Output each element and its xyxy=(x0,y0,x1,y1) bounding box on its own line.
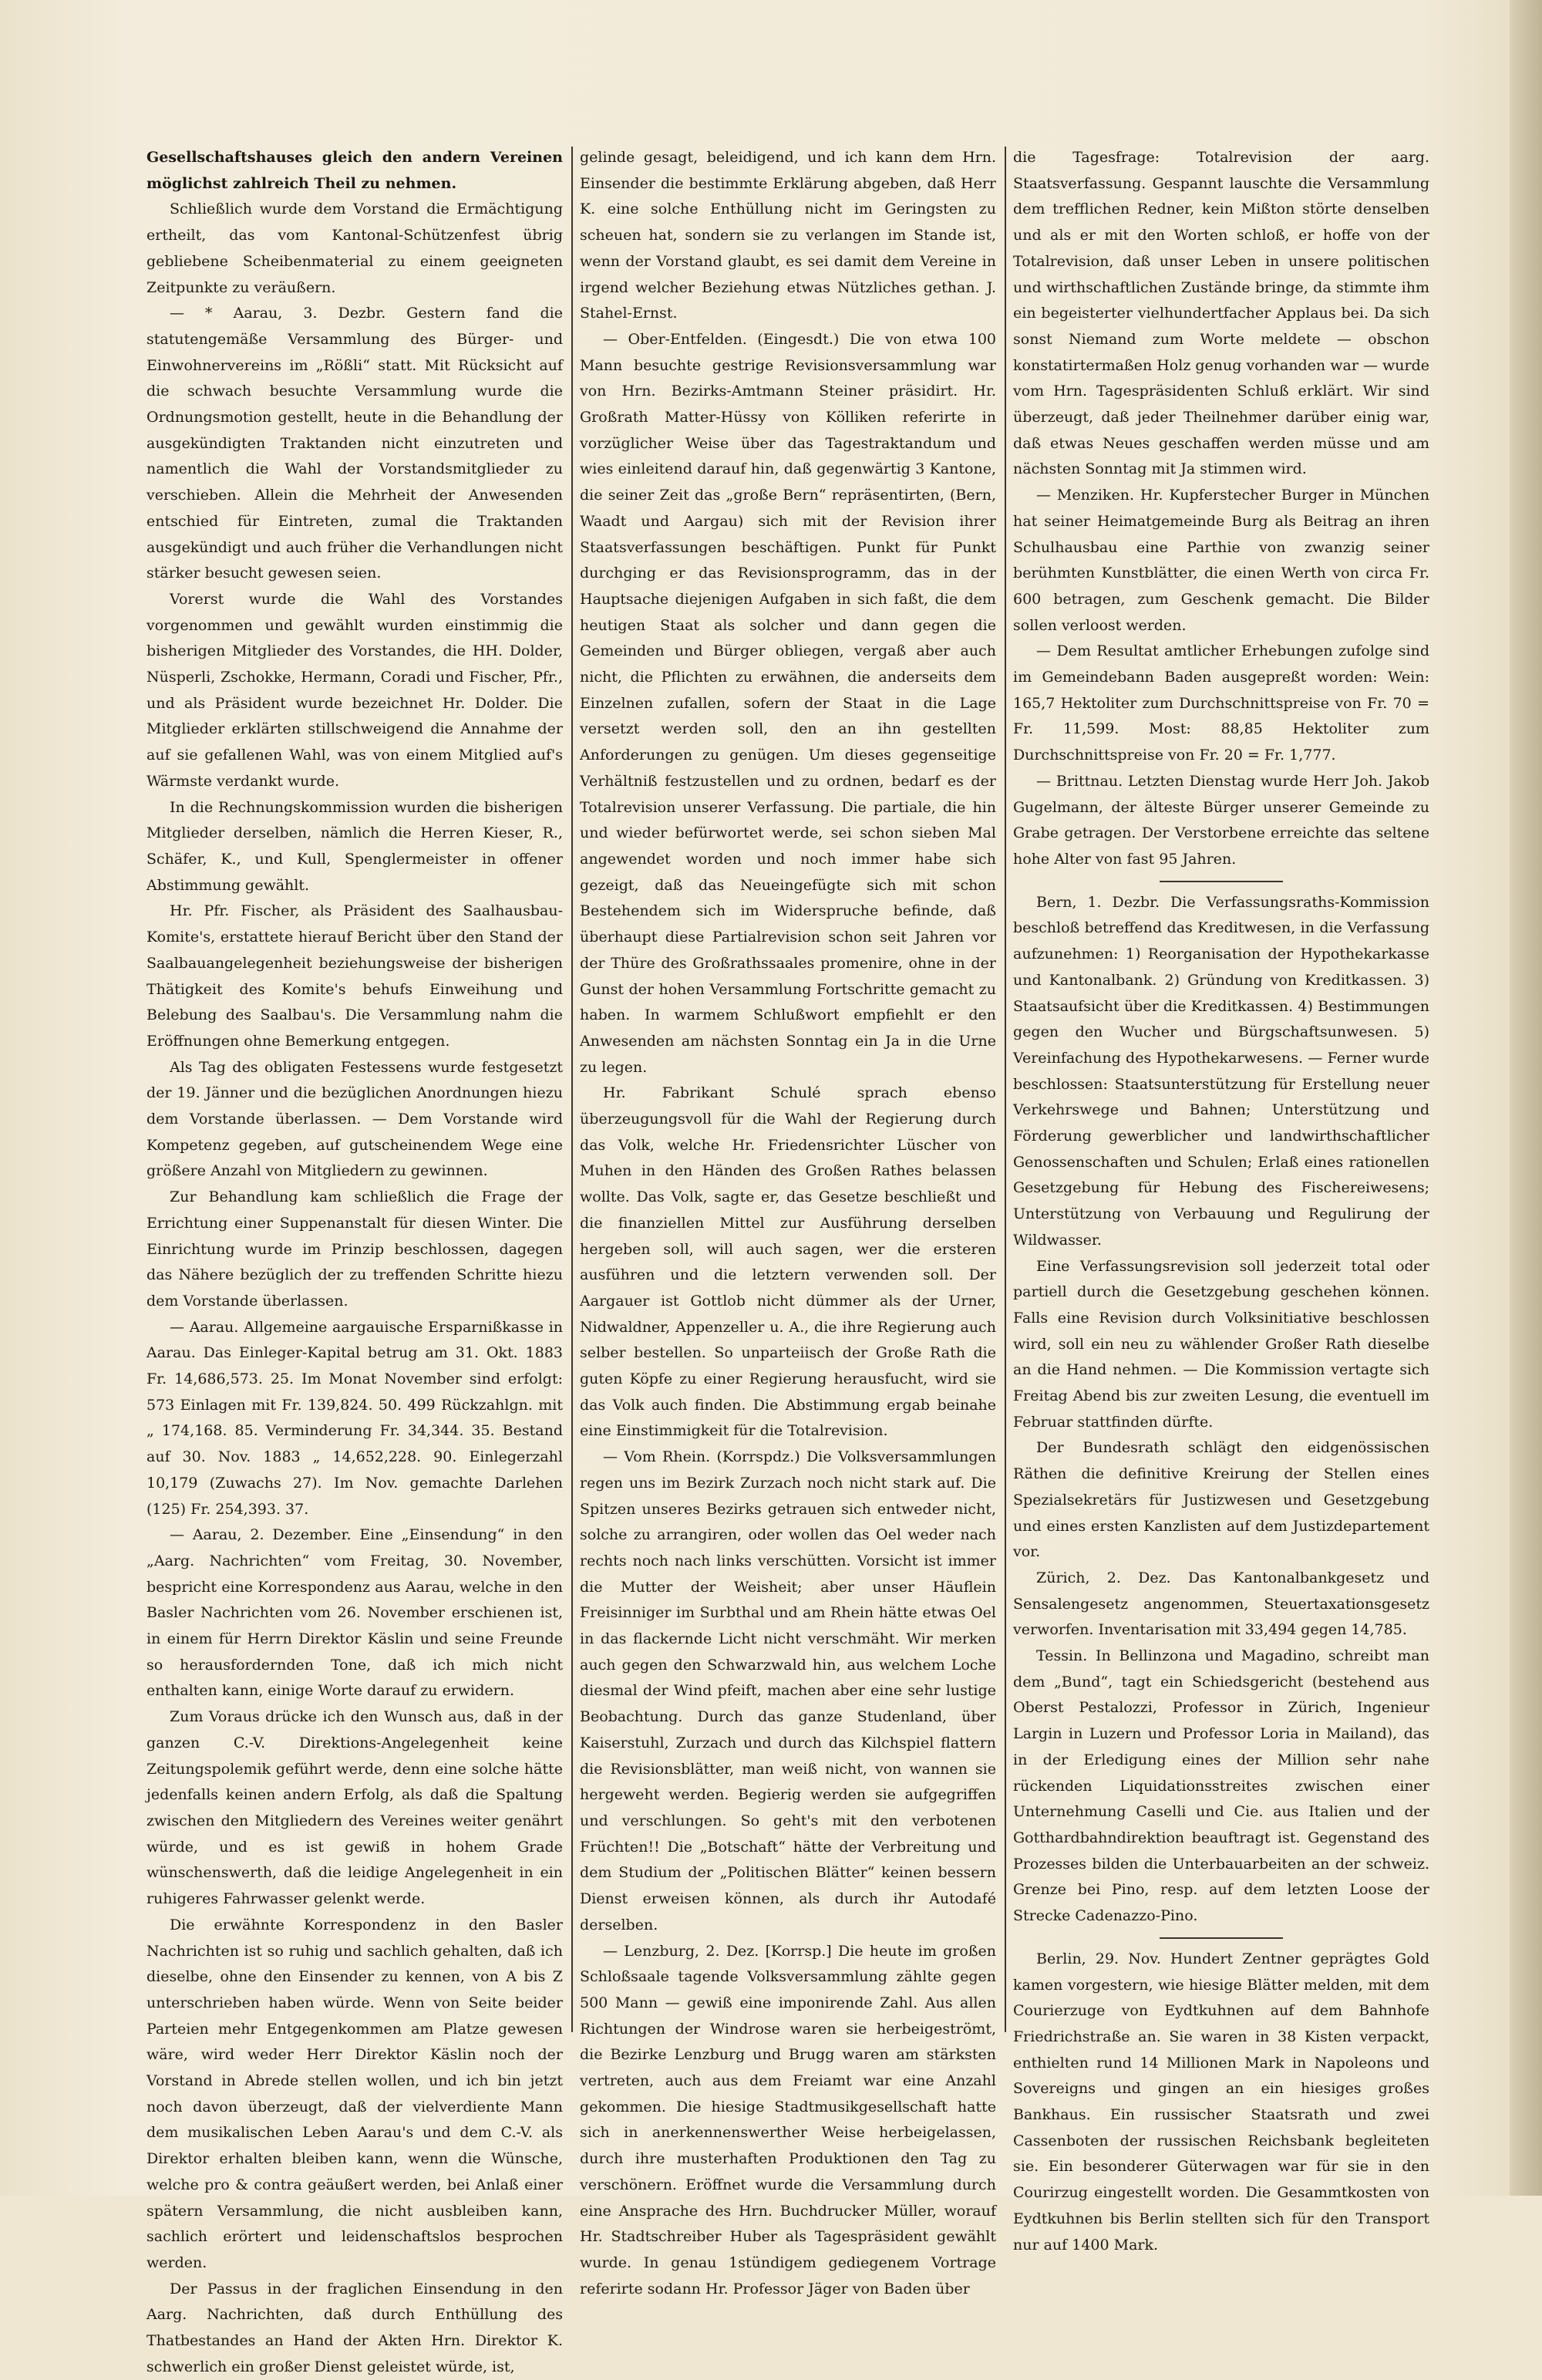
article-paragraph: Der Passus in der fraglichen Einsendung in den Aarg. Nachrichten, daß durch Enthüllung des Thatbestandes an Hand der Akten Hrn. Direktor K. schwerlich ein großer Dienst geleistet würde, ist, xyxy=(146,2280,563,2375)
section-separator xyxy=(1160,881,1283,882)
column-rule-left xyxy=(571,147,573,2032)
article-paragraph: Berlin, 29. Nov. Hundert Zentner geprägtes Gold kamen vorgestern, wie hiesige Blätter melden, mit dem Courierzuge von Eydtkuhnen auf dem Bahnhofe Friedrichstraße an. Sie waren in 38 Kisten verpackt, enthielten rund 14 Millionen Mark in Napoleons und Sovereigns und gingen an ein hiesiges großes Bankhaus. Ein russischer Staatsrath und zwei Cassenboten der russischen Reichsbank begleiteten sie. Ein besonderer Güterwagen war für sie in den Courirzug eingestellt worden. Die Gesammtkosten von Eydtkuhnen bis Berlin stellten sich für den Transport nur auf 1400 Mark. xyxy=(1013,1950,1429,2254)
section-separator xyxy=(1160,1937,1283,1939)
article-paragraph: Bern, 1. Dezbr. Die Verfassungsraths-Kommission beschloß betreffend das Kreditwesen, in die Verfassung aufzunehmen: 1) Reorganisation der Hypothekarkasse und Kantonalbank. 2) Gründung von Kreditkassen. 3) Staatsaufsicht über die Kreditkassen. 4) Bestimmungen gegen den Wucher und Bürgschaftsunwesen. 5) Vereinfachung des Hypothekarwesens. — Ferner wurde beschlossen: Staatsunterstützung für Erstellung neuer Verkehrswege und Bahnen; Unterstützung und Förderung gewerblicher und landwirthschaftlicher Genossenschaften und Schulen; Erlaß eines rationellen Gesetzgebung für Hebung des Fischereiwesens; Unterstützung von Verbauung und Regulirung der Wildwasser. xyxy=(1013,893,1429,1249)
column-middle xyxy=(580,145,996,2297)
article-paragraph: — Aarau. Allgemeine aargauische Ersparnißkasse in Aarau. Das Einleger-Kapital betrug am 31. Okt. 1883 Fr. 14,686,573. 25. Im Monat November sind erfolgt: 573 Einlagen mit Fr. 139,824. 50. 499 Rückzahlgn. mit „ 174,168. 85. Verminderung Fr. 34,344. 35. Bestand auf 30. Nov. 1883 „ 14,652,228. 90. Einlegerzahl 10,179 (Zuwachs 27). Im Nov. gemachte Darlehen (125) Fr. 254,393. 37. xyxy=(146,1318,563,1518)
column-right xyxy=(1013,145,1429,2254)
page-edge xyxy=(1510,0,1542,2196)
article-paragraph: Tessin. In Bellinzona und Magadino, schreibt man dem „Bund“, tagt ein Schiedsgericht (bestehend aus Oberst Pestalozzi, Professor in Zürich, Ingenieur Largin in Luzern und Professor Loria in Mailand), das in der Erledigung eines der Million sehr nahe rückenden Liquidationsstreites zwischen einer Unternehmung Caselli und Cie. aus Italien und der Gotthardbahndirektion beauftragt ist. Gegenstand des Prozesses bilden die Unterbauarbeiten an der schweiz. Grenze bei Pino, resp. auf dem letzten Loose der Strecke Cadenazzo-Pino. xyxy=(1013,1647,1429,1925)
article-paragraph: gelinde gesagt, beleidigend, und ich kann dem Hrn. Einsender die bestimmte Erklärung abgeben, daß Herr K. eine solche Enthüllung nicht im Geringsten zu scheuen hat, sondern sie zu verlangen im Stande ist, wenn der Vorstand glaubt, es sei damit dem Vereine in irgend welcher Beziehung etwas Nützliches gethan. J. Stahel-Ernst. xyxy=(580,149,996,322)
article-paragraph: Die erwähnte Korrespondenz in den Basler Nachrichten ist so ruhig und sachlich gehalten, daß ich dieselbe, ohne den Einsender zu kennen, von A bis Z unterschrieben haben würde. Wenn von Seite beider Parteien mehr Entgegenkommen am Platze gewesen wäre, wird weder Herr Direktor Käslin noch der Vorstand in Abrede stellen wollen, und ich bin jetzt noch davon überzeugt, daß der vielverdiente Mann dem musikalischen Leben Aarau's und dem C.-V. als Direktor erhalten bleiben kann, wenn die Wünsche, welche pro & contra geäußert werden, bei Anlaß einer spätern Versammlung, die nicht ausbleiben kann, sachlich erörtert und leidenschaftslos besprochen werden. xyxy=(146,1916,563,2271)
article-paragraph: — Menziken. Hr. Kupferstecher Burger in München hat seiner Heimatgemeinde Burg als Beitrag an ihren Schulhausbau eine Parthie von zwanzig seiner berühmten Kunstblätter, die einen Werth von circa Fr. 600 betragen, zum Geschenk gemacht. Die Bilder sollen verloost werden. xyxy=(1013,487,1429,634)
article-paragraph: Zürich, 2. Dez. Das Kantonalbankgesetz und Sensalengesetz angenommen, Steuertaxationsgesetz verworfen. Inventarisation mit 33,494 gegen 14,785. xyxy=(1013,1569,1429,1639)
article-paragraph: Der Bundesrath schlägt den eidgenössischen Räthen die definitive Kreirung der Stellen eines Spezialsekretärs für Justizwesen und Gesetzgebung und eines ersten Kanzlisten auf dem Justizdepartement vor. xyxy=(1013,1439,1429,1561)
column-left xyxy=(146,145,563,2375)
article-paragraph: — Aarau, 2. Dezember. Eine „Einsendung“ in den „Aarg. Nachrichten“ vom Freitag, 30. November, bespricht eine Korrespondenz aus Aarau, welche in den Basler Nachrichten vom 26. November erschienen ist, in einem für Herrn Direktor Käslin und seine Freunde so herausfordernden Tone, daß ich mich nicht enthalten kann, einige Worte darauf zu erwidern. xyxy=(146,1526,563,1700)
article-paragraph: — Dem Resultat amtlicher Erhebungen zufolge sind im Gemeindebann Baden ausgepreßt worden: Wein: 165,7 Hektoliter zum Durchschnittspreise von Fr. 70 = Fr. 11,599. Most: 88,85 Hektoliter zum Durchschnittspreise von Fr. 20 = Fr. 1,777. xyxy=(1013,642,1429,764)
article-paragraph: Zur Behandlung kam schließlich die Frage der Errichtung einer Suppenanstalt für diesen Winter. Die Einrichtung wurde im Prinzip beschlossen, dagegen das Nähere bezüglich der zu treffenden Schritte hiezu dem Vorstande überlassen. xyxy=(146,1188,563,1310)
article-paragraph: Hr. Fabrikant Schulé sprach ebenso überzeugungsvoll für die Wahl der Regierung durch das Volk, welche Hr. Friedensrichter Lüscher von Muhen in den Händen des Großen Rathes belassen wollte. Das Volk, sagte er, das Gesetze beschließt und die finanziellen Mittel zur Ausführung derselben hergeben soll, will auch sagen, wer die ersteren ausführen und die letztern verwenden soll. Der Aargauer ist Gottlob nicht dümmer als der Urner, Nidwaldner, Appenzeller u. A., die ihre Regierung auch selber bestellen. So unparteiisch der Große Rath die guten Köpfe zu einer Regierung herausfucht, wird sie das Volk auch finden. Die Abstimmung ergab beinahe eine Einstimmigkeit für die Totalrevision. xyxy=(580,1084,996,1440)
article-paragraph: In die Rechnungskommission wurden die bisherigen Mitglieder derselben, nämlich die Herren Kieser, R., Schäfer, K., und Kull, Spenglermeister in offener Abstimmung gewählt. xyxy=(146,798,563,894)
column-rule-right xyxy=(1005,147,1006,2032)
article-paragraph: Vorerst wurde die Wahl des Vorstandes vorgenommen und gewählt wurden einstimmig die bisherigen Mitglieder des Vorstandes, die HH. Dolder, Nüsperli, Zschokke, Hermann, Coradi und Fischer, Pfr., und als Präsident wurde bezeichnet Hr. Dolder. Die Mitglieder erklärten stillschweigend die Annahme der auf sie gefallenen Wahl, was von einem Mitglied auf's Wärmste verdankt wurde. xyxy=(146,590,563,790)
article-paragraph: — * Aarau, 3. Dezbr. Gestern fand die statutengemäße Versammlung des Bürger- und Einwohnervereins im „Rößli“ statt. Mit Rücksicht auf die schwach besuchte Versammlung wurde die Ordnungsmotion gestellt, heute in die Behandlung der ausgekündigten Traktanden nicht einzutreten und namentlich die Wahl der Vorstandsmitglieder zu verschieben. Allein die Mehrheit der Anwesenden entschied für Eintreten, zumal die Traktanden ausgekündigt und auch früher die Verhandlungen nicht stärker besucht gewesen seien. xyxy=(146,305,563,582)
article-paragraph: — Ober-Entfelden. (Eingesdt.) Die von etwa 100 Mann besuchte gestrige Revisionsversammlung war von Hrn. Bezirks-Amtmann Steiner präsidirt. Hr. Großrath Matter-Hüssy von Kölliken referirte in vorzüglicher Weise über das Tagestraktandum und wies einleitend darauf hin, daß gegenwärtig 3 Kantone, die seiner Zeit das „große Bern“ repräsentirten, (Bern, Waadt und Aargau) sich mit der Revision ihrer Staatsverfassungen beschäftigen. Punkt für Punkt durchging er das Revisionsprogramm, das in der Hauptsache diejenigen Aufgaben in sich faßt, die dem heutigen Staat als solcher und dann gegen die Gemeinden und Bürger obliegen, vergaß aber auch nicht, die Pflichten zu erwähnen, die anderseits dem Einzelnen zufallen, sofern der Staat in die Lage versetzt werden soll, den an ihn gestellten Anforderungen zu genügen. Um dieses gegenseitige Verhältniß festzustellen und zu ordnen, bedarf es der Totalrevision unserer Verfassung. Die partiale, die hin und wieder befürwortet werde, sei schon sieben Mal angewendet worden und noch immer habe sich gezeigt, daß das Neueingefügte sich mit schon Bestehendem sich im Widerspruche befinde, daß überhaupt diese Partialrevision schon seit Jahren vor der Thüre des Großrathssaales promenire, ohne in der Gunst der hohen Versammlung Fortschritte gemacht zu haben. In warmem Schlußwort empfiehlt er den Anwesenden am nächsten Sonntag ein Ja in die Urne zu legen. xyxy=(580,330,996,1076)
article-paragraph: Hr. Pfr. Fischer, als Präsident des Saalhausbau-Komite's, erstattete hierauf Bericht über den Stand der Saalbauangelegenheit beziehungsweise der bisherigen Thätigkeit des Komite's behufs Einweihung und Belebung des Saalbau's. Die Versammlung nahm die Eröffnungen ohne Bemerkung entgegen. xyxy=(146,902,563,1050)
article-paragraph: die Tagesfrage: Totalrevision der aarg. Staatsverfassung. Gespannt lauschte die Versammlung dem trefflichen Redner, kein Mißton störte denselben und als er mit den Worten schloß, er hoffe von der Totalrevision, daß unser Leben in unsere politischen und wirthschaftlichen Zustände bringe, da stimmte ihm ein begeisterter vielhundertfacher Applaus bei. Da sich sonst Niemand zum Worte meldete — obschon konstatirtermaßen Holz genug vorhanden war — wurde vom Hrn. Tagespräsidenten Schluß erklärt. Wir sind überzeugt, daß jeder Theilnehmer darüber einig war, daß etwas Neues geschaffen werden müsse und am nächsten Sonntag mit Ja stimmen wird. xyxy=(1013,149,1429,478)
article-paragraph: — Lenzburg, 2. Dez. [Korrsp.] Die heute im großen Schloßsaale tagende Volksversammlung zählte gegen 500 Mann — gewiß eine imponirende Zahl. Aus allen Richtungen der Windrose waren sie herbeigeströmt, die Bezirke Lenzburg und Brugg waren am stärksten vertreten, auch aus dem Freiamt war eine Anzahl gekommen. Die hiesige Stadtmusikgesellschaft hatte sich in anerkennenswerther Weise herbeigelassen, durch ihre musterhaften Produktionen den Tag zu verschönern. Eröffnet wurde die Versammlung durch eine Ansprache des Hrn. Buchdrucker Müller, worauf Hr. Stadtschreiber Huber als Tagespräsident gewählt wurde. In genau 1stündigem gediegenem Vortrage referirte sodann Hr. Professor Jäger von Baden über xyxy=(580,1942,996,2297)
article-paragraph: Als Tag des obligaten Festessens wurde festgesetzt der 19. Jänner und die bezüglichen Anordnungen hiezu dem Vorstande überlassen. — Dem Vorstande wird Kompetenz gegeben, auf gutscheinendem Wege eine größere Anzahl von Mitgliedern zu gewinnen. xyxy=(146,1058,563,1180)
article-paragraph: Eine Verfassungsrevision soll jederzeit total oder partiell durch die Gesetzgebung geschehen können. Falls eine Revision durch Volksinitiative beschlossen wird, soll ein neu zu wählender Großer Rath dieselbe an die Hand nehmen. — Die Kommission vertagte sich Freitag Abend bis zur zweiten Lesung, die eventuell im Februar stattfinden dürfte. xyxy=(1013,1257,1429,1431)
article-paragraph: Schließlich wurde dem Vorstand die Ermächtigung ertheilt, das vom Kantonal-Schützenfest übrig gebliebene Scheibenmaterial zu einem geeigneten Zeitpunkte zu veräußern. xyxy=(146,201,563,296)
article-paragraph: Gesellschaftshauses gleich den andern Vereinen möglichst zahlreich Theil zu nehmen. xyxy=(146,149,563,192)
article-paragraph: — Vom Rhein. (Korrspdz.) Die Volksversammlungen regen uns im Bezirk Zurzach noch nicht stark auf. Die Spitzen unseres Bezirks getrauen sich entweder nicht, solche zu arrangiren, oder wollen das Oel weder nach rechts noch nach links verschütten. Vorsicht ist immer die Mutter der Weisheit; aber unser Häuflein Freisinniger im Surbthal und am Rhein hätte etwas Oel in das flackernde Licht nicht verschmäht. Wir merken auch gegen den Schwarzwald hin, aus welchem Loche diesmal der Wind pfeift, machen aber eine sehr lustige Beobachtung. Durch das ganze Studenland, über Kaiserstuhl, Zurzach und durch das Kilchspiel flattern die Revisionsblätter, man weiß nicht, von wannen sie hergeweht werden. Begierig werden sie aufgegriffen und verschlungen. So geht's mit den verbotenen Früchten!! Die „Botschaft“ hätte der Verbreitung und dem Studium der „Politischen Blätter“ keinen bessern Dienst erweisen können, als durch ihr Autodafé derselben. xyxy=(580,1448,996,1933)
article-paragraph: Zum Voraus drücke ich den Wunsch aus, daß in der ganzen C.-V. Direktions-Angelegenheit keine Zeitungspolemik geführt werde, denn eine solche hätte jedenfalls keinen andern Erfolg, als daß die Spaltung zwischen den Mitgliedern des Vereines weiter genährt würde, und es ist gewiß in hohem Grade wünschenswerth, daß die leidige Angelegenheit in ein ruhigeres Fahrwasser gelenkt werde. xyxy=(146,1708,563,1908)
article-paragraph: — Brittnau. Letzten Dienstag wurde Herr Joh. Jakob Gugelmann, der älteste Bürger unserer Gemeinde zu Grabe getragen. Der Verstorbene erreichte das seltene hohe Alter von fast 95 Jahren. xyxy=(1013,772,1429,868)
